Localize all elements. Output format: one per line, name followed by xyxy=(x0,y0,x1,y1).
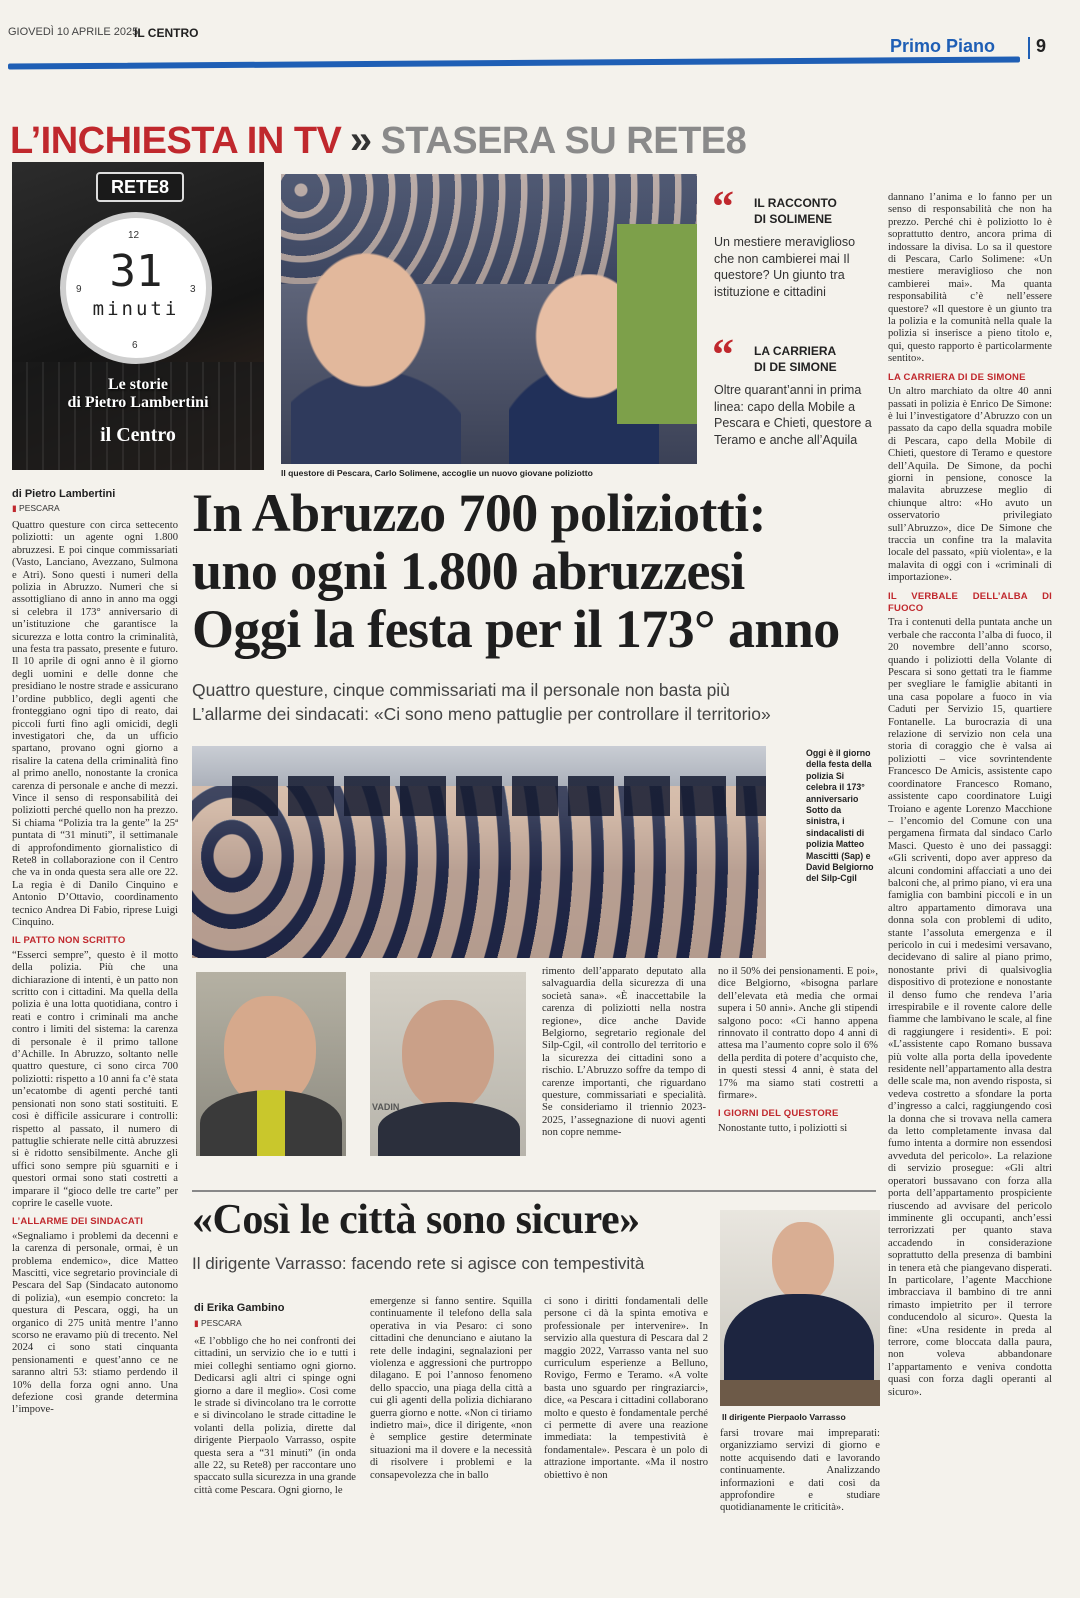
second-paragraph-1: «È l’obbligo che ho nei confronti dei cittadini, un servizio che io e tutti i miei colleghi sentiamo ogni giorno. Dedicarsi agli altri ci spinge ogni giorno a dare il meglio». Così come le strade si divincolano tra le corrotte e si divincolano le strade cittadine le volanti della polizia, dirette dal dirigente Pierpaolo Varrasso, ospite questa sera a “31 minuti” (in onda alle 22, su Rete8) per raccontare uno spaccato sulla sicurezza in una grande città come Pescara. Ogni giorno, le xyxy=(194,1336,356,1496)
middle-column-2 xyxy=(718,966,878,1162)
second-byline-place xyxy=(194,1318,242,1329)
pin-icon: ▮ xyxy=(12,503,20,513)
main-photo xyxy=(281,174,697,464)
promo-image xyxy=(12,162,264,470)
right-paragraph-1: dannano l’anima e lo fanno per un senso di responsabilità che non ha prezzo. Perché chi è poliziotto lo è soprattutto dentro, ancora prima di indossare la divisa. Lo sa il questore di Pescara, Carlo Solimene: «Un mestiere meraviglioso che non cambierei mai». Ma quanta responsabilità c’è nell’essere questore? «Il questore è un giunto tra la polizia e la comunità nella quale la polizia si inserisce a pieno titolo e, qui, questo rapporto è particolarmente sentito». xyxy=(888,192,1052,365)
header-date: GIOVEDÌ 10 APRILE 2025 xyxy=(8,26,139,38)
second-paragraph-2: emergenze si fanno sentire. Squilla continuamente il telefono della sala operativa in via Pesaro: ci sono cittadini che denunciano e aiutano la rete delle indagini, segnalazioni per violenza e aggressioni che purtroppo dilagano. E poi l’annoso fenomeno dello spaccio, una piaga della città a cui gli agenti della polizia dichiarano guerra giorno e notte. «Non ci tiriamo indietro mai», dice il dirigente, «non è semplice gestire determinate situazioni ma il dovere e la necessità di risolvere i problemi e la consapevolezza che in ballo xyxy=(370,1296,532,1481)
clock-number: 31 xyxy=(109,246,163,297)
quote-mark-icon: “ xyxy=(712,330,734,379)
headline-line-3: Oggi la festa per il 173° anno xyxy=(192,599,840,659)
face-belgiorno xyxy=(402,1000,494,1112)
background-sign: VADIN xyxy=(372,1102,400,1112)
byline-place xyxy=(12,503,60,514)
portrait-mascitti xyxy=(196,972,346,1156)
subheadline-1: Quattro questure, cinque commissariati ma il personale non basta più xyxy=(192,680,730,700)
headline xyxy=(192,484,882,658)
second-byline-place-text: PESCARA xyxy=(201,1318,242,1328)
clock-icon xyxy=(60,212,212,364)
right-paragraph-2: Un altro marchiato da oltre 40 anni passati in polizia è Enrico De Simone: è lui l’investigatore d’Abruzzo con un passato da capo della squadra mobile di Pescara, capo della Mobile di Chieti, questore di Teramo e questore dell’Aquila. De Simone, da pochi giorni in pensione, conosce la malavita abruzzese meglio di chiunque altro: «Ho avuto un osservatorio privilegiato sull’Abruzzo», dice De Simone che traccia un confine tra la malavita locale del passato, «più violenta», e la malavita di oggi con i «criminali di importazione». xyxy=(888,386,1052,584)
face-varrasso xyxy=(772,1222,834,1302)
middle-paragraph-1: rimento dell’apparato deputato alla salvaguardia della sicurezza di una società sana». «È inaccettabile la carenza di poliziotti nella nostra regione», dice anche Davide Belgiorno, segretario regionale del Silp-Cgil, «il controllo del territorio e la sicurezza dei cittadini sono a rischio. L’Abruzzo soffre da tempo di carenze importanti, che riguardano questure, commissariati e specialità. Se consideriamo il triennio 2023-2025, l’assegnazione di nuovi agenti non copre nemme- xyxy=(542,966,706,1139)
quote-title-2: DI SOLIMENE xyxy=(754,212,833,226)
right-column xyxy=(888,192,1052,1578)
subhead-giorni-questore: I GIORNI DEL QUESTORE xyxy=(718,1108,839,1120)
middle-column-1 xyxy=(542,966,706,1162)
section-title: Primo Piano xyxy=(890,36,996,56)
quote-text: Un mestiere meraviglioso che non cambierei mai Il questore? Un giunto tra istituzione e cittadini xyxy=(714,235,856,299)
kicker-left: L’INCHIESTA IN TV xyxy=(10,120,342,162)
header-paper-name: IL CENTRO xyxy=(134,26,199,40)
subhead-allarme: L’ALLARME DEI SINDACATI xyxy=(12,1216,144,1228)
clock-tick-6: 6 xyxy=(132,340,138,351)
page-header xyxy=(0,0,1080,90)
left-paragraph-2: “Esserci sempre”, questo è il motto della polizia. Più che una dichiarazione di intenti, è un patto non scritto con i cittadini. Ma quella della polizia è una lotta quotidiana, contro i reati e contro i criminali ma anche contro i limiti del sistema: la carenza di personale è il primo tallone d’Achille. In Abruzzo, soltanto nelle quattro questure, ci sono circa 700 poliziotti: rispetto a 10 anni fa c’è stata un’ecatombe di agenti perché tanti pensionati non sono stati sostituiti. E così è difficile assicurare i controlli: rispetto al passato, il numero di pattuglie schierate nelle città abruzzesi si è ridotto sensibilmente. Anche gli uffici sono sempre più sguarniti e i questori ormai sono stati costretti a imparare il “gioco delle tre carte” per coprire le caselle vuote. xyxy=(12,949,178,1209)
portrait-belgiorno xyxy=(370,972,526,1156)
varrasso-photo-caption: Il dirigente Pierpaolo Varrasso xyxy=(722,1412,846,1422)
ceremony-photo xyxy=(192,746,766,958)
photographer-figure xyxy=(617,224,697,424)
subhead-verbale: IL VERBALE DELL’ALBA DI FUOCO xyxy=(888,590,1052,614)
right-paragraph-3: Tra i contenuti della puntata anche un verbale che racconta l’alba di fuoco, il 20 novembre dell’anno scorso, quando i poliziotti della Volante di Pescara si sono gettati tra le fiamme per svegliare le famiglie abitanti in una casa popolare a fuoco in via Caduti per Servizio 15, quartiere Fontanelle. La burocrazia di una relazione di servizio non cela una storia di coraggio che è valsa ai poliziotti – vice sovrintendente Francesco De Amicis, assistente capo coordinatore Francesco Romano, assistente capo coordinatore Luigi Troiano e agente Lorenzo Macchione – l’encomio del Comune con una pergamena firmata dal sindaco Carlo Masci. Questo è uno dei passaggi: «Gli scriventi, dopo aver appreso da alcuni condomini affacciati a uno dei balconi che, al primo piano, vi era una famiglia con bambini piccoli e in un altro appartamento dimorava una donna sola con problemi di udito, stante l’assoluta emergenza e il pericolo in cui i medesimi versavano, decidevano di salire al piano primo, nonostante privi di qualsivoglia dispositivo di protezione e nonostante il denso fumo che rendeva l’aria irrespirabile e il rovente calore delle fiamme che lambivano le scale, al fine di raggiungere i residenti». E poi: «L’assistente capo Romano bussava più volte alla porta della ipovedente residente nell’appartamento alla destra delle scale ma, non avendo risposta, si vedeva costretto a sfondare la porta d’ingresso a calci, raggiungendo così la donna che si trovava nella camera da letto completamente invasa dal fumo intenta a dormire non essendosi avveduta del pericolo». La relazione di servizio prosegue: «Gli altri operatori bussavano con forza alla porta dell’appartamento prospiciente riuscendo ad avvisare del pericolo imminente gli occupanti, anch’essi terrorizzati per quanto stava accadendo in considerazione soprattutto della presenza di bambini in tenera età che piangevano disperati. In particolare, l’agente Macchione imbracciava il bambino di tre anni rimasto impietrito per il terrore conducendolo al sicuro». Questa la fine: «Una residente in preda al terrore, come bloccata dalla paura, non voleva abbandonare l’appartamento e veniva condotta quasi con forza dagli operanti al sicuro». xyxy=(888,617,1052,1398)
questore-figure xyxy=(291,250,461,464)
page-number: 9 xyxy=(1036,36,1047,56)
left-column xyxy=(12,520,178,1578)
second-column-4 xyxy=(720,1428,880,1576)
varrasso-photo xyxy=(720,1210,880,1406)
middle-paragraph-3: Nonostante tutto, i poliziotti si xyxy=(718,1122,848,1134)
left-paragraph-1: Quattro questure con circa settecento poliziotti: un agente ogni 1.800 abruzzesi. E poi cinque commissariati (Vasto, Lanciano, Avezzano, Sulmona e Atri). Sono questi i numeri della polizia in Abruzzo. Numeri che si assottigliano di anno in anno ma oggi si celebra il 173° anniversario di un’istituzione che garantisce la sicurezza e lotta contro la criminalità, una festa tra passato, presente e futuro. Il 10 aprile di ogni anno è il giorno degli uomini e delle donne che presidiano le nostre strade e assicurano l’ordine pubblico, degli agenti che fronteggiano ogni tipo di reato, dai piccoli furti fino agli omicidi, degli investigatori che, da un ufficio spartano, provano ogni giorno a risalire la catena della criminalità fino al primo anello, nonostante la cronica carenza di personale e anche di mezzi. Vince il senso di responsabilità dei poliziotti perché quello non ha prezzo. Si chiama “Polizia tra la gente” la 25ª puntata di “31 minuti”, il settimanale di approfondimento giornalistico di Rete8 in collaborazione con il Centro che va in onda questa sera alle ore 22. La regia è di Danilo Cinquino e Antonio D’Ottavio, coordinamento tecnico Andrea Di Fabio, riprese Luigi Cinquino. xyxy=(12,520,178,928)
subhead-patto: IL PATTO NON SCRITTO xyxy=(12,935,126,947)
byline-place-text: PESCARA xyxy=(19,503,60,513)
second-article-rule xyxy=(192,1190,876,1192)
desk-varrasso xyxy=(720,1380,880,1406)
subheadline-2: L’allarme dei sindacati: «Ci sono meno pattuglie per controllare il territorio» xyxy=(192,704,771,724)
second-column-2 xyxy=(370,1296,532,1576)
kicker-right: STASERA SU RETE8 xyxy=(380,120,747,162)
clock-tick-9: 9 xyxy=(76,284,82,295)
kicker-arrows: » xyxy=(349,118,373,162)
promo-line2: di Pietro Lambertini xyxy=(67,394,209,411)
header-rule xyxy=(8,56,1020,69)
jacket-belgiorno xyxy=(378,1102,520,1156)
second-column-1 xyxy=(194,1336,356,1576)
byline-author: di Pietro Lambertini xyxy=(12,488,116,500)
middle-paragraph-2: no il 50% dei pensionamenti. E poi», dice Belgiorno, «bisogna parlare dell’elevata età media che ormai supera i 50 anni». Anche gli stipendi salgono poco: «Ci hanno appena rinnovato il contratto dopo 4 anni di attesa ma l’aumento copre solo il 6% della perdita di potere d’acquisto che, in questi stessi 4 anni, è stata del 17% ma siamo stati costretti a firmare». xyxy=(718,966,878,1102)
quote-mark-icon: “ xyxy=(712,182,734,231)
promo-line1: Le storie xyxy=(108,376,168,393)
quote-title-2: DI DE SIMONE xyxy=(754,360,837,374)
jacket-mascitti xyxy=(200,1090,342,1156)
pin-icon: ▮ xyxy=(194,1318,202,1328)
section-divider xyxy=(1028,37,1030,59)
second-headline: «Così le città sono sicure» xyxy=(192,1197,640,1243)
clock-word: minuti xyxy=(92,298,180,320)
quote-text: Oltre quarant’anni in prima linea: capo della Mobile a Pescara e Chieti, questore a Teramo e anche all’Aquila xyxy=(714,383,872,447)
subhead-carriera: LA CARRIERA DI DE SIMONE xyxy=(888,371,1026,383)
caps-row xyxy=(232,776,766,816)
clock-tick-12: 12 xyxy=(128,230,140,241)
second-column-3 xyxy=(544,1296,708,1576)
channel-logo: RETE8 xyxy=(96,172,184,202)
ceremony-caption: Oggi è il giorno della festa della polizia Si celebra il 173° anniversario Sotto da sinistra, i sindacalisti di polizia Matteo Mascitti (Sap) e David Belgiorno del Silp-Cgil xyxy=(806,748,874,884)
quote-title-1: IL RACCONTO xyxy=(754,196,837,210)
main-photo-caption: Il questore di Pescara, Carlo Solimene, accoglie un nuovo giovane poliziotto xyxy=(281,468,593,478)
headline-line-1: In Abruzzo 700 poliziotti: xyxy=(192,483,766,543)
second-paragraph-3: ci sono i diritti fondamentali delle persone ci dà la spinta emotiva e professionale per intervenire». In servizio alla questura di Pescara dal 2 maggio 2022, Varrasso vanta nel suo curriculum esperienze a Belluno, Rovigo, Fermo e Teramo. «A volte basta uno sguardo per ringraziarci», dice, «a Pescara i cittadini collaborano molto e questo è fondamentale perché ci permette di avere una reazione immediata: la tempestività è fondamentale». Pescara è un polo di attrazione importante. «Ma il nostro obiettivo è non xyxy=(544,1296,708,1481)
quote-title-1: LA CARRIERA xyxy=(754,344,837,358)
left-paragraph-3: «Segnaliamo i problemi da decenni e la carenza di personale, ormai, è un problema endemico», dice Matteo Mascitti, vice segretario provinciale di Pescara del Sap (Sindacato autonomo di polizia), «un esempio concreto: la questura di Pescara, oggi, ha un organico di 275 unità mentre l’anno scorso ne eravamo più di trecento. Nel 2024 ci sono stati cinquanta pensionamenti e quest’anno ce ne saranno altri 53: stiamo perdendo il 10% della forza ogni anno. Una defezione così grande determina l’impove- xyxy=(12,1230,178,1416)
second-paragraph-4: farsi trovare mai impreparati: organizziamo servizi di giorno e notte acquisendo dati e lavorando continuamente. Analizzando informazioni e dati così da approfondire e studiare quotidianamente le criticità». xyxy=(720,1428,880,1514)
clock-tick-3: 3 xyxy=(190,284,196,295)
promo-brand-logo: il Centro xyxy=(100,424,176,446)
second-byline-author: di Erika Gambino xyxy=(194,1302,285,1314)
second-subheadline: Il dirigente Varrasso: facendo rete si agisce con tempestività xyxy=(192,1254,645,1273)
headline-line-2: uno ogni 1.800 abruzzesi xyxy=(192,541,745,601)
